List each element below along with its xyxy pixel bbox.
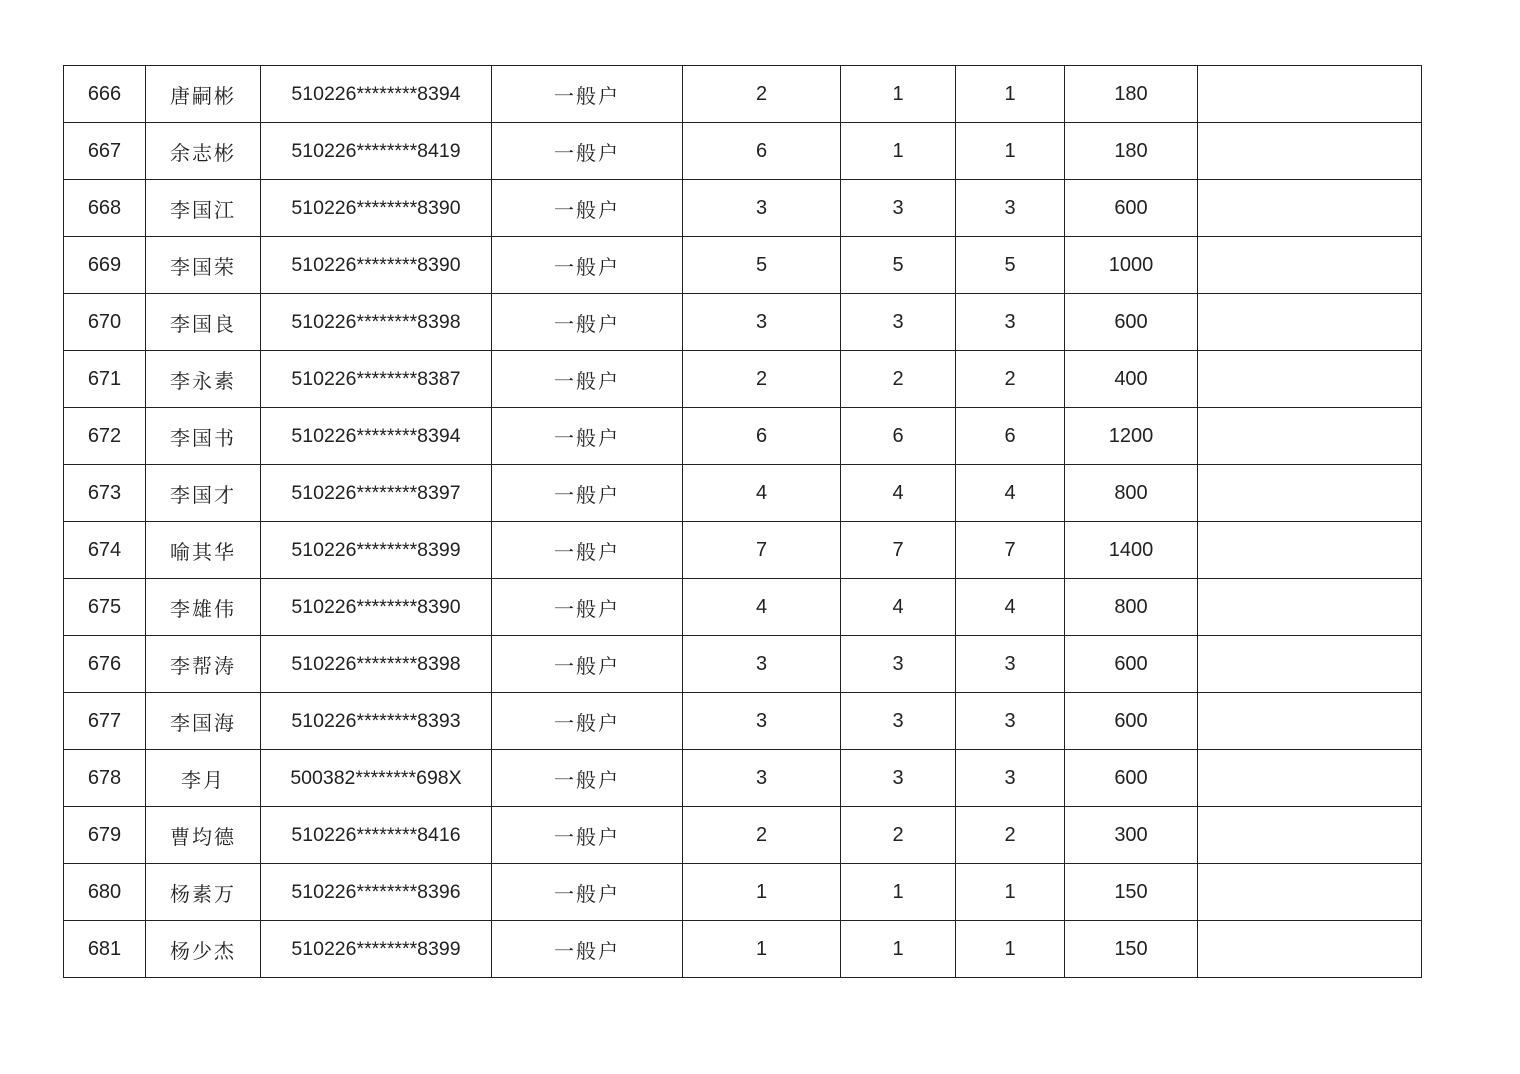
count-3-cell: 4 <box>956 465 1065 522</box>
row-number-cell: 671 <box>64 351 146 408</box>
name-cell: 李国海 <box>146 693 261 750</box>
amount-cell: 150 <box>1065 864 1198 921</box>
count-1-cell: 1 <box>683 864 841 921</box>
count-1-cell: 2 <box>683 807 841 864</box>
name-cell: 李国荣 <box>146 237 261 294</box>
count-1-cell: 3 <box>683 636 841 693</box>
amount-cell: 180 <box>1065 123 1198 180</box>
amount-cell: 800 <box>1065 579 1198 636</box>
count-3-cell: 2 <box>956 351 1065 408</box>
id-number-cell: 510226********8390 <box>261 579 492 636</box>
household-type-cell: 一般户 <box>492 180 683 237</box>
household-type-cell: 一般户 <box>492 579 683 636</box>
id-number-cell: 510226********8394 <box>261 408 492 465</box>
name-cell: 唐嗣彬 <box>146 66 261 123</box>
note-cell <box>1198 522 1422 579</box>
count-2-cell: 1 <box>841 864 956 921</box>
id-number-cell: 510226********8390 <box>261 237 492 294</box>
count-2-cell: 1 <box>841 123 956 180</box>
household-type-cell: 一般户 <box>492 351 683 408</box>
row-number-cell: 678 <box>64 750 146 807</box>
row-number-cell: 681 <box>64 921 146 978</box>
household-type-cell: 一般户 <box>492 237 683 294</box>
table-row <box>64 294 1422 351</box>
note-cell <box>1198 465 1422 522</box>
count-2-cell: 2 <box>841 807 956 864</box>
count-1-cell: 5 <box>683 237 841 294</box>
row-number-cell: 667 <box>64 123 146 180</box>
household-type-cell: 一般户 <box>492 807 683 864</box>
row-number-cell: 680 <box>64 864 146 921</box>
count-3-cell: 3 <box>956 693 1065 750</box>
count-1-cell: 6 <box>683 408 841 465</box>
household-type-cell: 一般户 <box>492 465 683 522</box>
count-1-cell: 1 <box>683 921 841 978</box>
row-number-cell: 669 <box>64 237 146 294</box>
count-3-cell: 1 <box>956 123 1065 180</box>
note-cell <box>1198 579 1422 636</box>
id-number-cell: 510226********8387 <box>261 351 492 408</box>
row-number-cell: 679 <box>64 807 146 864</box>
table-row <box>64 921 1422 978</box>
name-cell: 李国良 <box>146 294 261 351</box>
count-3-cell: 1 <box>956 66 1065 123</box>
note-cell <box>1198 408 1422 465</box>
household-type-cell: 一般户 <box>492 693 683 750</box>
amount-cell: 800 <box>1065 465 1198 522</box>
id-number-cell: 510226********8419 <box>261 123 492 180</box>
count-2-cell: 3 <box>841 693 956 750</box>
count-3-cell: 2 <box>956 807 1065 864</box>
table-row <box>64 465 1422 522</box>
row-number-cell: 675 <box>64 579 146 636</box>
table-row <box>64 123 1422 180</box>
count-1-cell: 3 <box>683 180 841 237</box>
count-1-cell: 6 <box>683 123 841 180</box>
table-row <box>64 807 1422 864</box>
household-type-cell: 一般户 <box>492 750 683 807</box>
count-2-cell: 4 <box>841 579 956 636</box>
count-2-cell: 1 <box>841 921 956 978</box>
id-number-cell: 510226********8394 <box>261 66 492 123</box>
household-type-cell: 一般户 <box>492 408 683 465</box>
count-3-cell: 5 <box>956 237 1065 294</box>
count-3-cell: 1 <box>956 921 1065 978</box>
count-2-cell: 6 <box>841 408 956 465</box>
table-row <box>64 180 1422 237</box>
count-3-cell: 3 <box>956 750 1065 807</box>
count-3-cell: 4 <box>956 579 1065 636</box>
row-number-cell: 673 <box>64 465 146 522</box>
household-type-cell: 一般户 <box>492 522 683 579</box>
count-2-cell: 3 <box>841 750 956 807</box>
amount-cell: 600 <box>1065 294 1198 351</box>
count-1-cell: 4 <box>683 579 841 636</box>
table-row <box>64 864 1422 921</box>
count-1-cell: 4 <box>683 465 841 522</box>
row-number-cell: 672 <box>64 408 146 465</box>
count-3-cell: 3 <box>956 636 1065 693</box>
note-cell <box>1198 237 1422 294</box>
count-2-cell: 3 <box>841 294 956 351</box>
count-3-cell: 1 <box>956 864 1065 921</box>
table-row <box>64 636 1422 693</box>
note-cell <box>1198 921 1422 978</box>
id-number-cell: 510226********8393 <box>261 693 492 750</box>
count-2-cell: 7 <box>841 522 956 579</box>
name-cell: 杨少杰 <box>146 921 261 978</box>
row-number-cell: 674 <box>64 522 146 579</box>
count-3-cell: 7 <box>956 522 1065 579</box>
name-cell: 李月 <box>146 750 261 807</box>
household-type-cell: 一般户 <box>492 636 683 693</box>
table-row <box>64 237 1422 294</box>
row-number-cell: 668 <box>64 180 146 237</box>
amount-cell: 600 <box>1065 693 1198 750</box>
note-cell <box>1198 123 1422 180</box>
name-cell: 李国江 <box>146 180 261 237</box>
id-number-cell: 500382********698X <box>261 750 492 807</box>
amount-cell: 400 <box>1065 351 1198 408</box>
amount-cell: 1000 <box>1065 237 1198 294</box>
id-number-cell: 510226********8398 <box>261 294 492 351</box>
table-row <box>64 750 1422 807</box>
count-1-cell: 3 <box>683 693 841 750</box>
household-type-cell: 一般户 <box>492 921 683 978</box>
table-row <box>64 693 1422 750</box>
amount-cell: 600 <box>1065 636 1198 693</box>
note-cell <box>1198 807 1422 864</box>
count-1-cell: 3 <box>683 750 841 807</box>
id-number-cell: 510226********8399 <box>261 522 492 579</box>
name-cell: 杨素万 <box>146 864 261 921</box>
count-1-cell: 7 <box>683 522 841 579</box>
name-cell: 余志彬 <box>146 123 261 180</box>
name-cell: 喻其华 <box>146 522 261 579</box>
count-3-cell: 3 <box>956 294 1065 351</box>
count-2-cell: 1 <box>841 66 956 123</box>
count-1-cell: 2 <box>683 66 841 123</box>
amount-cell: 600 <box>1065 750 1198 807</box>
note-cell <box>1198 864 1422 921</box>
note-cell <box>1198 693 1422 750</box>
amount-cell: 1200 <box>1065 408 1198 465</box>
table-row <box>64 522 1422 579</box>
name-cell: 曹均德 <box>146 807 261 864</box>
count-2-cell: 4 <box>841 465 956 522</box>
amount-cell: 1400 <box>1065 522 1198 579</box>
name-cell: 李国书 <box>146 408 261 465</box>
amount-cell: 300 <box>1065 807 1198 864</box>
count-3-cell: 3 <box>956 180 1065 237</box>
amount-cell: 180 <box>1065 66 1198 123</box>
count-2-cell: 3 <box>841 636 956 693</box>
name-cell: 李国才 <box>146 465 261 522</box>
household-table <box>63 65 1422 978</box>
id-number-cell: 510226********8416 <box>261 807 492 864</box>
count-2-cell: 2 <box>841 351 956 408</box>
count-2-cell: 5 <box>841 237 956 294</box>
amount-cell: 150 <box>1065 921 1198 978</box>
household-type-cell: 一般户 <box>492 294 683 351</box>
row-number-cell: 676 <box>64 636 146 693</box>
note-cell <box>1198 294 1422 351</box>
table-row <box>64 579 1422 636</box>
name-cell: 李帮涛 <box>146 636 261 693</box>
table-row <box>64 66 1422 123</box>
name-cell: 李永素 <box>146 351 261 408</box>
table-body <box>64 66 1422 978</box>
note-cell <box>1198 750 1422 807</box>
row-number-cell: 670 <box>64 294 146 351</box>
table-row <box>64 408 1422 465</box>
count-2-cell: 3 <box>841 180 956 237</box>
row-number-cell: 677 <box>64 693 146 750</box>
id-number-cell: 510226********8398 <box>261 636 492 693</box>
id-number-cell: 510226********8399 <box>261 921 492 978</box>
note-cell <box>1198 351 1422 408</box>
row-number-cell: 666 <box>64 66 146 123</box>
note-cell <box>1198 636 1422 693</box>
count-1-cell: 2 <box>683 351 841 408</box>
id-number-cell: 510226********8390 <box>261 180 492 237</box>
id-number-cell: 510226********8397 <box>261 465 492 522</box>
name-cell: 李雄伟 <box>146 579 261 636</box>
table-row <box>64 351 1422 408</box>
household-type-cell: 一般户 <box>492 123 683 180</box>
household-type-cell: 一般户 <box>492 66 683 123</box>
count-1-cell: 3 <box>683 294 841 351</box>
note-cell <box>1198 66 1422 123</box>
amount-cell: 600 <box>1065 180 1198 237</box>
household-type-cell: 一般户 <box>492 864 683 921</box>
id-number-cell: 510226********8396 <box>261 864 492 921</box>
count-3-cell: 6 <box>956 408 1065 465</box>
note-cell <box>1198 180 1422 237</box>
